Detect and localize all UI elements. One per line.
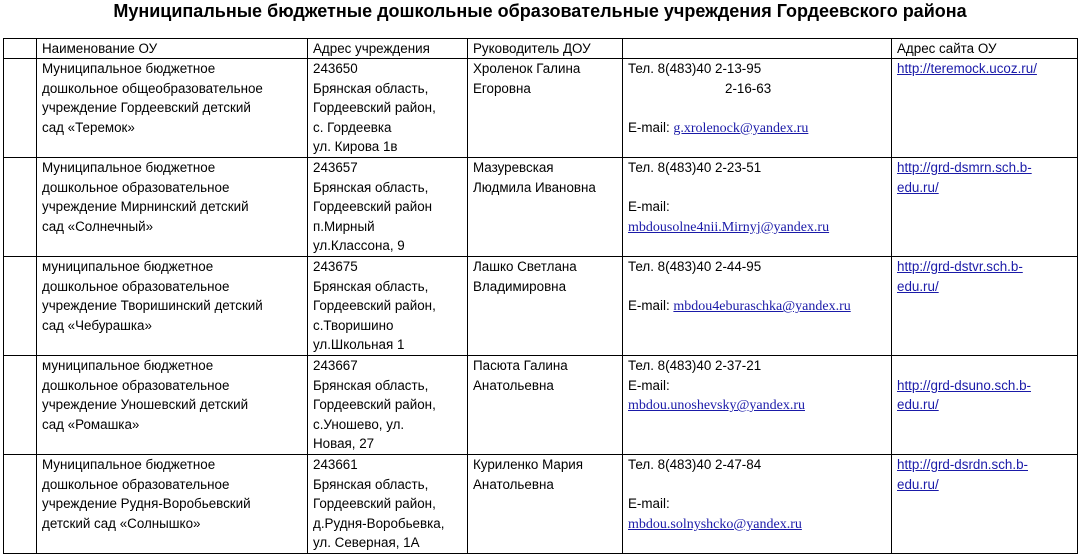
cell-num <box>4 356 37 455</box>
address-line: Гордеевский район, <box>313 298 436 314</box>
name-line: дошкольное образовательное <box>42 278 230 294</box>
name-line: учреждение Рудня-Воробьевский <box>42 496 251 512</box>
cell-address <box>308 455 468 554</box>
head-line: Владимировна <box>473 278 567 294</box>
email-link[interactable]: mbdou.solnyshcko@yandex.ru <box>628 516 802 532</box>
phone-line: Тел. 8(483)40 2-13-95 <box>628 61 762 76</box>
address-line: д.Рудня-Воробьевка, <box>313 515 445 531</box>
head-line: Анатольевна <box>473 476 554 492</box>
phone-line-2: 2-16-63 <box>725 80 772 96</box>
header-address: Адрес учреждения <box>308 39 468 59</box>
site-link[interactable]: http://grd-dsmrn.sch.b- <box>897 160 1032 175</box>
address-line: ул. Северная, 1А <box>313 535 420 551</box>
name-line: учреждение Творишинский детский <box>42 298 263 314</box>
cell-num <box>4 59 37 158</box>
cell-num <box>4 257 37 356</box>
cell-name <box>37 257 308 356</box>
email-label: E-mail: <box>628 377 670 393</box>
site-link-cont[interactable]: edu.ru/ <box>897 397 939 413</box>
head-line: Хроленок Галина <box>473 61 581 76</box>
head-line: Куриленко Мария <box>473 457 584 472</box>
cell-head <box>468 356 623 455</box>
email-link[interactable]: mbdou4eburaschka@yandex.ru <box>673 299 851 315</box>
phone-line: Тел. 8(483)40 2-47-84 <box>628 457 762 472</box>
name-line: дошкольное образовательное <box>42 179 230 195</box>
table-row <box>4 356 1078 455</box>
phone-line: Тел. 8(483)40 2-23-51 <box>628 160 762 175</box>
email-label: E-mail: <box>628 119 674 135</box>
address-line: Гордеевский район, <box>313 397 436 413</box>
cell-address <box>308 59 468 158</box>
name-line: учреждение Мирнинский детский <box>42 199 249 215</box>
cell-head <box>468 59 623 158</box>
cell-head <box>468 257 623 356</box>
address-line: Брянская область, <box>313 179 429 195</box>
header-site: Адрес сайта ОУ <box>892 39 1078 59</box>
address-line: 243675 <box>313 259 358 274</box>
email-link[interactable]: mbdousolne4nii.Mirnyj@yandex.ru <box>628 219 830 235</box>
site-link-cont[interactable]: edu.ru/ <box>897 278 939 294</box>
cell-site <box>892 59 1078 158</box>
header-name: Наименование ОУ <box>37 39 308 59</box>
name-line: Муниципальное бюджетное <box>42 61 216 76</box>
name-line: дошкольное общеобразовательное <box>42 80 263 96</box>
cell-contacts <box>623 257 892 356</box>
cell-contacts <box>623 158 892 257</box>
head-line: Мазуревская <box>473 160 554 175</box>
table-row <box>4 257 1078 356</box>
header-contacts <box>623 39 892 59</box>
cell-head <box>468 158 623 257</box>
address-line: Гордеевский район, <box>313 100 436 116</box>
site-link-cont[interactable]: edu.ru/ <box>897 179 939 195</box>
name-line: дошкольное образовательное <box>42 377 230 393</box>
cell-contacts <box>623 59 892 158</box>
name-line: сад «Чебурашка» <box>42 317 152 333</box>
name-line: муниципальное бюджетное <box>42 259 214 274</box>
email-label: E-mail: <box>628 496 670 512</box>
cell-name <box>37 455 308 554</box>
name-line: сад «Теремок» <box>42 119 135 135</box>
header-num <box>4 39 37 59</box>
cell-address <box>308 257 468 356</box>
cell-name <box>37 356 308 455</box>
address-line: ул.Школьная 1 <box>313 337 405 353</box>
name-line: Муниципальное бюджетное <box>42 160 216 175</box>
head-line: Людмила Ивановна <box>473 179 596 195</box>
address-line: с.Творишино <box>313 317 394 333</box>
cell-name <box>37 158 308 257</box>
cell-address <box>308 356 468 455</box>
name-line: учреждение Гордеевский детский <box>42 100 251 116</box>
cell-contacts <box>623 455 892 554</box>
site-link[interactable]: http://grd-dsrdn.sch.b- <box>897 457 1028 472</box>
name-line: сад «Солнечный» <box>42 218 154 234</box>
cell-num <box>4 158 37 257</box>
header-head: Руководитель ДОУ <box>468 39 623 59</box>
site-link[interactable]: http://grd-dstvr.sch.b- <box>897 259 1023 274</box>
name-line: сад «Ромашка» <box>42 416 140 432</box>
address-line: Гордеевский район, <box>313 496 436 512</box>
email-label: E-mail: <box>628 199 670 215</box>
cell-site <box>892 257 1078 356</box>
institutions-table <box>3 38 1078 554</box>
name-line: детский сад «Солнышко» <box>42 515 201 531</box>
cell-name <box>37 59 308 158</box>
table-row <box>4 455 1078 554</box>
email-link[interactable]: g.xrolenock@yandex.ru <box>673 120 809 136</box>
cell-head <box>468 455 623 554</box>
address-line: Новая, 27 <box>313 436 375 452</box>
table-row <box>4 158 1078 257</box>
table-header-row <box>4 39 1078 59</box>
address-line: Брянская область, <box>313 476 429 492</box>
cell-site <box>892 356 1078 455</box>
email-label: E-mail: <box>628 298 674 314</box>
site-link-cont[interactable]: edu.ru/ <box>897 476 939 492</box>
head-line: Анатольевна <box>473 377 554 393</box>
cell-address <box>308 158 468 257</box>
head-line: Егоровна <box>473 80 531 96</box>
address-line: ул.Классона, 9 <box>313 238 405 254</box>
name-line: дошкольное образовательное <box>42 476 230 492</box>
address-line: с. Гордеевка <box>313 119 392 135</box>
table-row <box>4 59 1078 158</box>
cell-site <box>892 158 1078 257</box>
site-link[interactable]: http://teremock.ucoz.ru/ <box>897 61 1037 76</box>
head-line: Пасюта Галина <box>473 358 568 373</box>
address-line: п.Мирный <box>313 218 375 234</box>
address-line: Брянская область, <box>313 377 429 393</box>
head-line: Лашко Светлана <box>473 259 577 274</box>
address-line: 243650 <box>313 61 358 76</box>
cell-contacts <box>623 356 892 455</box>
phone-line: Тел. 8(483)40 2-37-21 <box>628 358 762 373</box>
site-link[interactable]: http://grd-dsuno.sch.b- <box>897 377 1031 393</box>
address-line: 243657 <box>313 160 358 175</box>
address-line: Брянская область, <box>313 278 429 294</box>
address-line: 243667 <box>313 358 358 373</box>
name-line: муниципальное бюджетное <box>42 358 214 373</box>
phone-line: Тел. 8(483)40 2-44-95 <box>628 259 762 274</box>
address-line: Гордеевский район <box>313 199 433 215</box>
address-line: 243661 <box>313 457 358 472</box>
address-line: ул. Кирова 1в <box>313 139 398 155</box>
email-link[interactable]: mbdou.unoshevsky@yandex.ru <box>628 398 805 414</box>
cell-num <box>4 455 37 554</box>
name-line: Муниципальное бюджетное <box>42 457 216 472</box>
address-line: с.Уношево, ул. <box>313 416 405 432</box>
page-title: Муниципальные бюджетные дошкольные образовательные учреждения Гордеевского района <box>113 1 967 21</box>
cell-site <box>892 455 1078 554</box>
name-line: учреждение Уношевский детский <box>42 397 249 413</box>
address-line: Брянская область, <box>313 80 429 96</box>
